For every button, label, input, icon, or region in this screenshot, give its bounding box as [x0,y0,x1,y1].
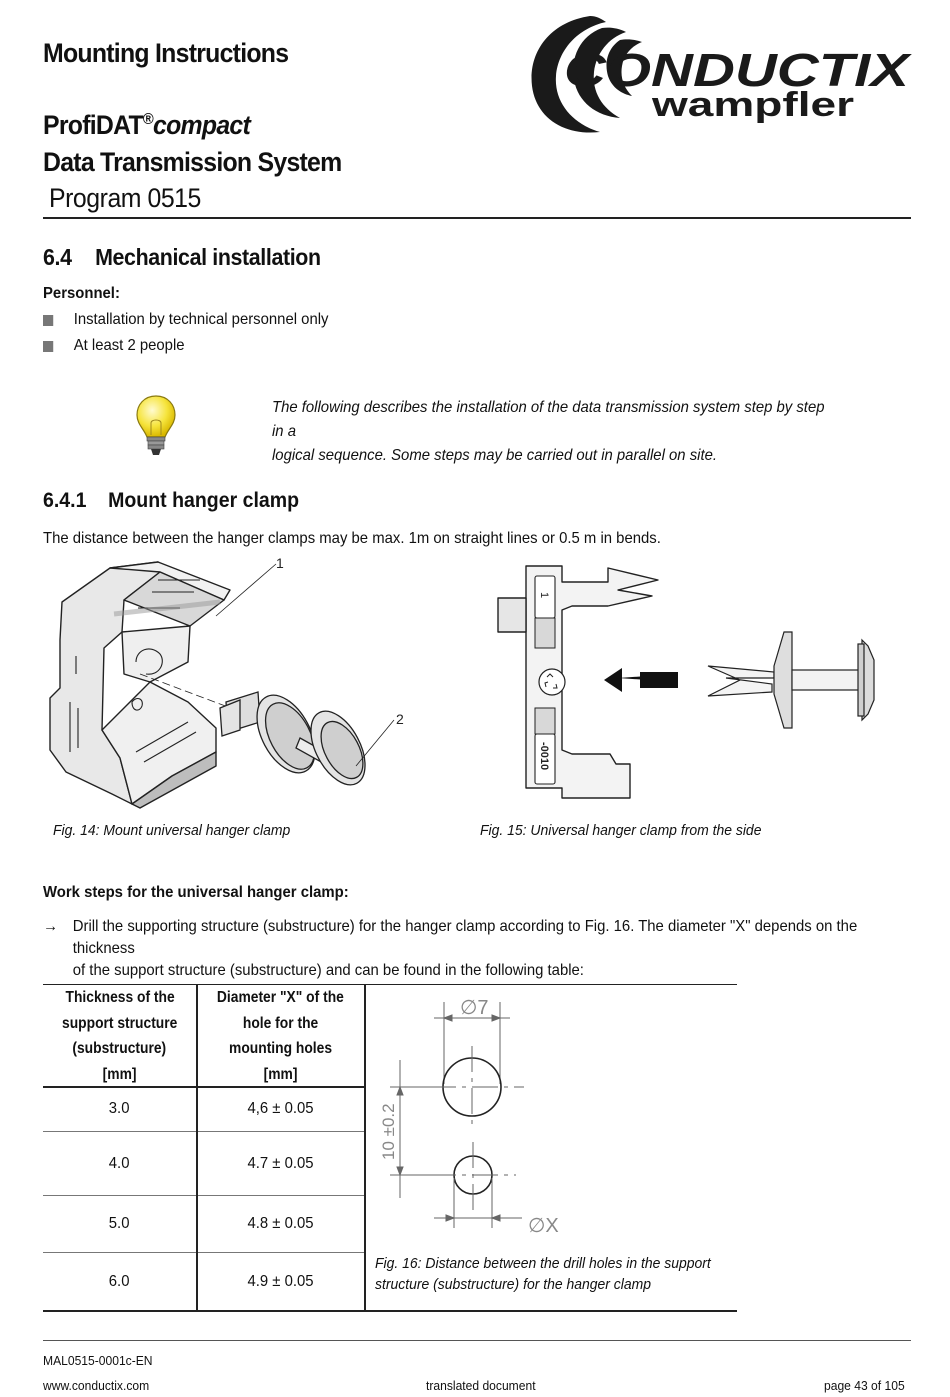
bullet-square-icon [43,341,53,352]
figure-15-caption: Fig. 15: Universal hanger clamp from the side [480,822,762,839]
figure-15-clamp-side-view [490,560,890,805]
logo-text-main: CONDUCTIX [564,44,912,96]
work-steps-heading: Work steps for the universal hanger clamp: [43,884,349,901]
table-cell-diameter: 4.9 ± 0.05 [247,1272,314,1290]
fig14-label-1: 1 [276,555,284,571]
program-number: Program 0515 [49,183,201,213]
list-item: At least 2 people [43,337,185,355]
table-cell-diameter: 4.8 ± 0.05 [247,1215,314,1232]
conductix-logo [528,14,913,138]
table-cell-thickness: 5.0 [109,1215,130,1232]
fig14-label-2: 2 [396,711,404,727]
fig16-dim-bottom: ∅X [528,1215,559,1237]
fig16-dim-side: 10 ±0.2 [379,1103,398,1160]
header-rule [43,217,911,219]
figure-14-hanger-clamp [40,552,440,812]
logo-text-sub: wampfler [650,86,854,124]
fig15-label-bottom: -0010 [538,742,550,771]
fig15-label-top: 1 [538,592,550,599]
table-cell-thickness: 3.0 [109,1100,130,1117]
work-step: → Drill the supporting structure (substructure) for the hanger clamp according to Fig. 16. The diameter "X" depends on the thickness of the support structure (substructure) and can be found in the following table: [43,916,908,982]
intro-paragraph: The distance between the hanger clamps may be max. 1m on straight lines or 0.5 m in bends. [43,530,661,547]
figure-16-caption: Fig. 16: Distance between the drill holes in the support structure (substructure) for the hanger clamp [375,1255,711,1293]
table-cell-diameter: 4.7 ± 0.05 [247,1154,314,1172]
footer-rule [43,1340,911,1341]
subsection-heading: 6.4.1 Mount hanger clamp [43,489,300,512]
table-cell-thickness: 4.0 [109,1154,130,1172]
arrow-right-icon: → [43,918,58,935]
figure-16-drill-hole-diagram [372,992,572,1242]
installation-note: The following describes the installation of the data transmission system step by step in a logical sequence. Some steps may be carried out in parallel on site. [272,399,825,464]
website-link[interactable]: www.conductix.com [43,1378,150,1393]
document-status: translated document [426,1378,536,1393]
table-header-thickness: Thickness of the support structure (substructure) [mm] [61,989,178,1083]
figure-14-caption: Fig. 14: Mount universal hanger clamp [53,822,291,839]
document-id: MAL0515-0001c-EN [43,1353,153,1368]
page-number: page 43 of 105 [824,1378,905,1393]
personnel-label: Personnel: [43,285,120,302]
fig16-dim-top: ∅7 [460,997,489,1019]
system-name: Data Transmission System [43,147,342,177]
lightbulb-icon [134,393,178,459]
document-title: Mounting Instructions [43,38,289,68]
table-cell-thickness: 6.0 [109,1272,130,1290]
table-header-diameter: Diameter "X" of the hole for the mounting holes [mm] [217,989,344,1083]
product-name: ProfiDAT®compact [43,110,251,140]
bullet-square-icon [43,315,53,326]
table-cell-diameter: 4,6 ± 0.05 [247,1100,314,1117]
list-item: Installation by technical personnel only [43,311,328,329]
section-heading: 6.4 Mechanical installation [43,244,321,270]
